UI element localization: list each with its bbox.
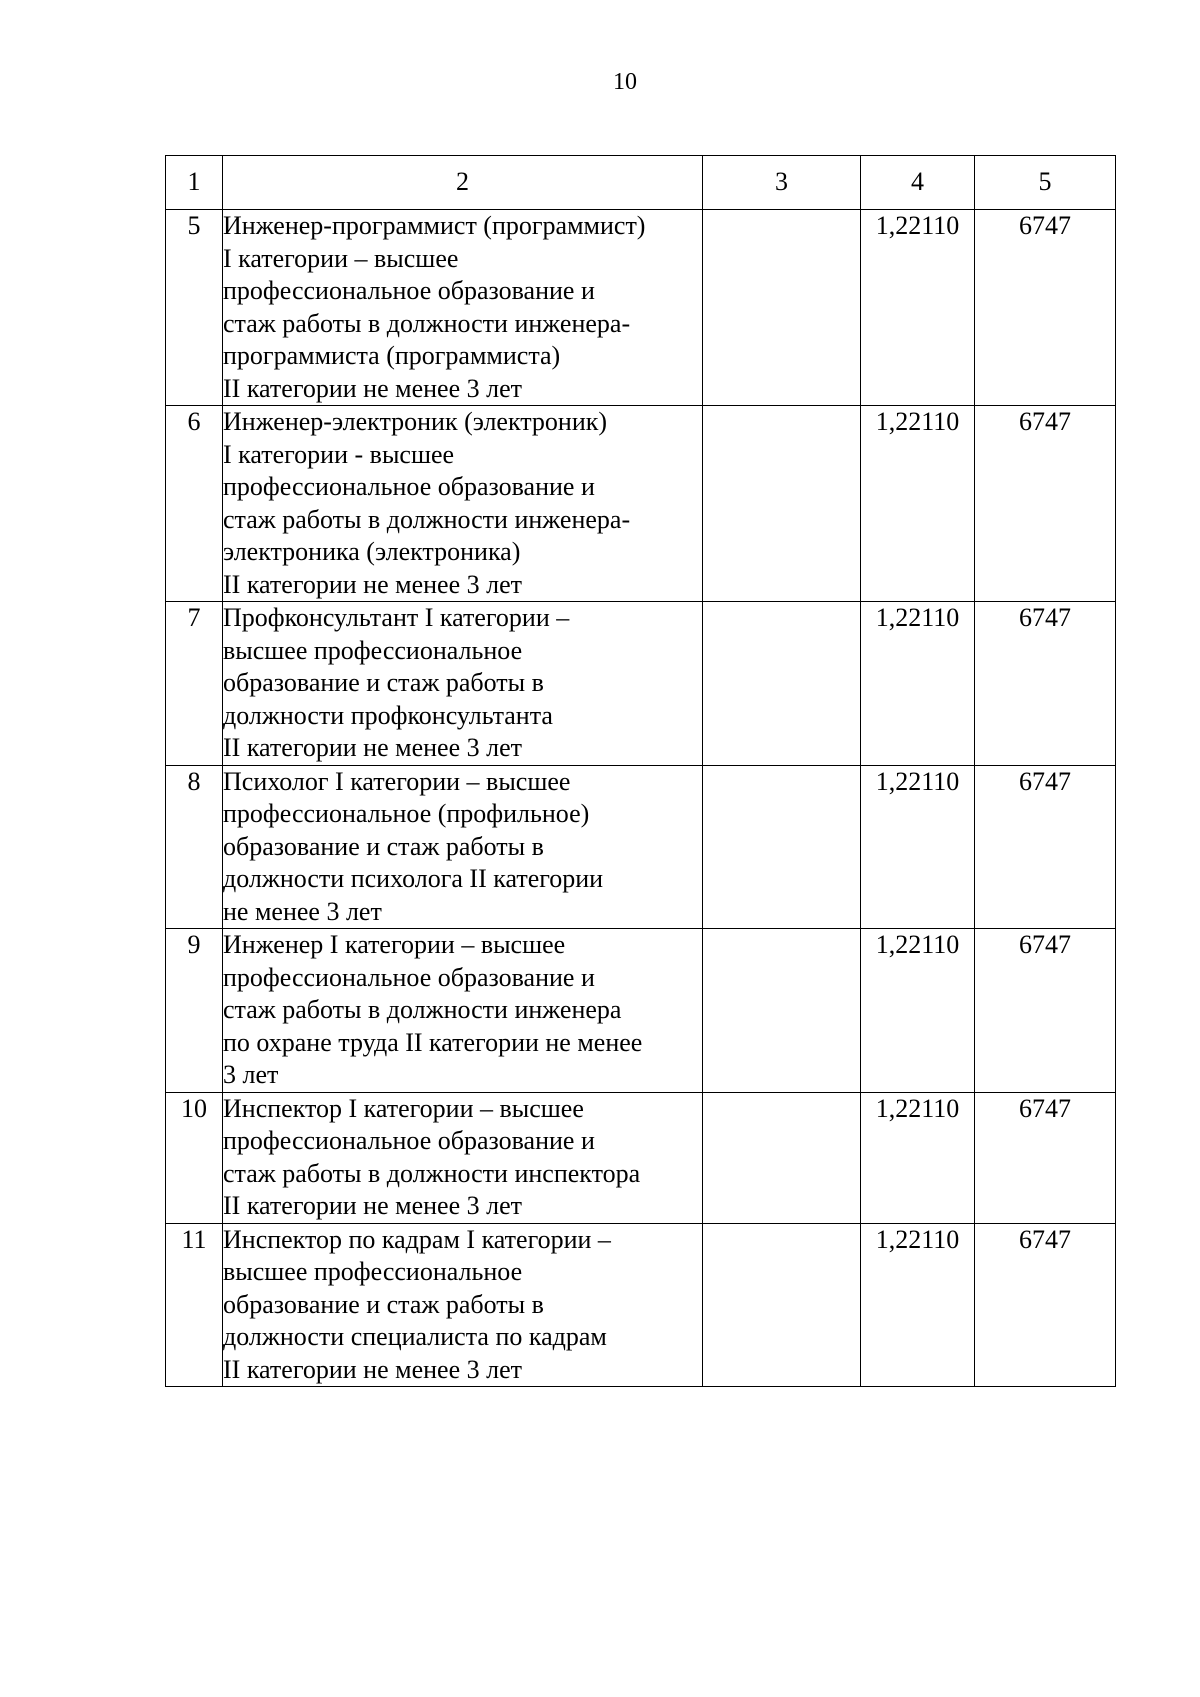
description-line: профессиональное образование и xyxy=(223,472,595,501)
description-line: стаж работы в должности инженера- xyxy=(223,504,631,534)
page-number: 10 xyxy=(613,69,637,95)
salary-cell: 6747 xyxy=(975,210,1116,406)
description-line: Инспектор по кадрам I категории – xyxy=(223,1224,611,1254)
positions-table xyxy=(165,155,1116,1387)
description-line: образование и стаж работы в xyxy=(223,668,544,697)
row-number-cell: 8 xyxy=(166,765,223,929)
header-cell-2: 2 xyxy=(223,156,703,210)
header-cell-1: 1 xyxy=(166,156,223,210)
description-line: 3 лет xyxy=(223,1060,279,1089)
coefficient-cell: 1,22110 xyxy=(861,765,975,929)
coefficient-cell: 1,22110 xyxy=(861,929,975,1093)
salary-cell: 6747 xyxy=(975,765,1116,929)
description-line: II категории не менее 3 лет xyxy=(223,1191,522,1220)
description-line: Инженер-электроник (электроник) xyxy=(223,407,608,436)
description-line: I категории – высшее xyxy=(223,243,459,273)
description-line: Инженер I категории – высшее xyxy=(223,930,566,959)
description-line: должности специалиста по кадрам xyxy=(223,1322,607,1351)
table-row xyxy=(166,929,1116,1093)
row-number-cell: 9 xyxy=(166,929,223,1093)
description-line: должности психолога II категории xyxy=(223,864,604,893)
row-number-cell: 5 xyxy=(166,210,223,406)
description-line: II категории не менее 3 лет xyxy=(223,569,522,599)
description-line: II категории не менее 3 лет xyxy=(223,1354,522,1384)
description-line: Инженер-программист (программист) xyxy=(223,211,646,240)
column-3-cell xyxy=(703,1223,861,1387)
position-description-cell xyxy=(223,210,703,406)
description-line: образование и стаж работы в xyxy=(223,1289,544,1319)
description-line: Профконсультант I категории – xyxy=(223,603,570,632)
row-number-cell: 6 xyxy=(166,406,223,602)
column-3-cell xyxy=(703,602,861,766)
description-line: II категории не менее 3 лет xyxy=(223,373,522,403)
description-line: I категории - высшее xyxy=(223,439,455,469)
column-3-cell xyxy=(703,406,861,602)
column-3-cell xyxy=(703,210,861,406)
salary-cell: 6747 xyxy=(975,406,1116,602)
description-line: программиста (программиста) xyxy=(223,341,561,370)
table-row xyxy=(166,765,1116,929)
table-header-row xyxy=(166,156,1116,210)
row-number-cell: 11 xyxy=(166,1223,223,1387)
coefficient-cell: 1,22110 xyxy=(861,406,975,602)
description-line: II категории не менее 3 лет xyxy=(223,733,522,762)
coefficient-cell: 1,22110 xyxy=(861,210,975,406)
description-line: профессиональное образование и xyxy=(223,1126,595,1155)
description-line: высшее профессиональное xyxy=(223,635,523,665)
header-cell-3: 3 xyxy=(703,156,861,210)
description-line: должности профконсультанта xyxy=(223,700,553,730)
column-3-cell xyxy=(703,1092,861,1223)
description-line: стаж работы в должности инженера xyxy=(223,995,622,1024)
description-line: профессиональное образование и xyxy=(223,962,595,992)
description-line: электроника (электроника) xyxy=(223,537,521,566)
position-description-cell xyxy=(223,1092,703,1223)
description-line: профессиональное образование и xyxy=(223,276,595,305)
position-description-cell xyxy=(223,765,703,929)
table-row xyxy=(166,210,1116,406)
table-row xyxy=(166,1223,1116,1387)
position-description-cell xyxy=(223,602,703,766)
salary-cell: 6747 xyxy=(975,1092,1116,1223)
description-line: Инспектор I категории – высшее xyxy=(223,1093,584,1123)
description-line: стаж работы в должности инспектора xyxy=(223,1158,641,1188)
description-line: не менее 3 лет xyxy=(223,896,382,926)
salary-cell: 6747 xyxy=(975,929,1116,1093)
column-3-cell xyxy=(703,765,861,929)
description-line: по охране труда II категории не менее xyxy=(223,1027,643,1057)
salary-cell: 6747 xyxy=(975,602,1116,766)
header-cell-5: 5 xyxy=(975,156,1116,210)
salary-cell: 6747 xyxy=(975,1223,1116,1387)
position-description-cell xyxy=(223,1223,703,1387)
table-row xyxy=(166,406,1116,602)
header-cell-4: 4 xyxy=(861,156,975,210)
coefficient-cell: 1,22110 xyxy=(861,1092,975,1223)
table-row xyxy=(166,602,1116,766)
description-line: профессиональное (профильное) xyxy=(223,799,590,828)
position-description-cell xyxy=(223,406,703,602)
description-line: высшее профессиональное xyxy=(223,1257,523,1286)
description-line: образование и стаж работы в xyxy=(223,831,544,861)
table-body xyxy=(166,210,1116,1387)
row-number-cell: 7 xyxy=(166,602,223,766)
description-line: Психолог I категории – высшее xyxy=(223,766,571,796)
coefficient-cell: 1,22110 xyxy=(861,1223,975,1387)
column-3-cell xyxy=(703,929,861,1093)
row-number-cell: 10 xyxy=(166,1092,223,1223)
coefficient-cell: 1,22110 xyxy=(861,602,975,766)
table-row xyxy=(166,1092,1116,1223)
position-description-cell xyxy=(223,929,703,1093)
description-line: стаж работы в должности инженера- xyxy=(223,308,631,338)
